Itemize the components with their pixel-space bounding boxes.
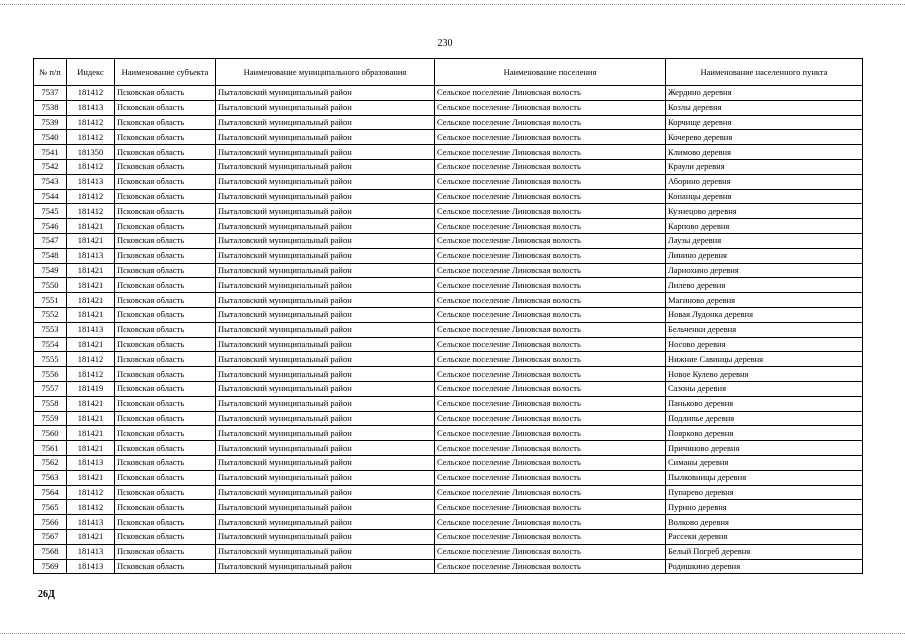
cell-subject: Псковская область xyxy=(115,559,216,574)
cell-locality: Линино деревня xyxy=(666,248,863,263)
cell-subject: Псковская область xyxy=(115,455,216,470)
cell-settlement: Сельское поселение Линовская волость xyxy=(435,470,666,485)
cell-settlement: Сельское поселение Линовская волость xyxy=(435,233,666,248)
cell-settlement: Сельское поселение Линовская волость xyxy=(435,322,666,337)
cell-number: 7568 xyxy=(34,544,67,559)
cell-index: 181421 xyxy=(67,426,115,441)
cell-index: 181421 xyxy=(67,263,115,278)
cell-locality: Пурино деревня xyxy=(666,500,863,515)
cell-subject: Псковская область xyxy=(115,130,216,145)
cell-municipality: Пыталовский муниципальный район xyxy=(216,485,435,500)
cell-number: 7558 xyxy=(34,396,67,411)
cell-municipality: Пыталовский муниципальный район xyxy=(216,293,435,308)
cell-index: 181421 xyxy=(67,307,115,322)
cell-locality: Нижние Савинцы деревня xyxy=(666,352,863,367)
cell-settlement: Сельское поселение Линовская волость xyxy=(435,174,666,189)
cell-municipality: Пыталовский муниципальный район xyxy=(216,367,435,382)
table-row xyxy=(34,145,863,160)
cell-locality: Волково деревня xyxy=(666,515,863,530)
cell-subject: Псковская область xyxy=(115,189,216,204)
table-row xyxy=(34,396,863,411)
cell-municipality: Пыталовский муниципальный район xyxy=(216,307,435,322)
cell-number: 7561 xyxy=(34,441,67,456)
cell-index: 181421 xyxy=(67,337,115,352)
cell-subject: Псковская область xyxy=(115,307,216,322)
table-row xyxy=(34,293,863,308)
cell-index: 181412 xyxy=(67,115,115,130)
cell-municipality: Пыталовский муниципальный район xyxy=(216,559,435,574)
table-row xyxy=(34,455,863,470)
table-row xyxy=(34,189,863,204)
cell-index: 181412 xyxy=(67,204,115,219)
cell-number: 7565 xyxy=(34,500,67,515)
cell-municipality: Пыталовский муниципальный район xyxy=(216,86,435,101)
cell-subject: Псковская область xyxy=(115,322,216,337)
cell-locality: Подлипье деревня xyxy=(666,411,863,426)
cell-locality: Симаны деревня xyxy=(666,455,863,470)
cell-locality: Пупарево деревня xyxy=(666,485,863,500)
cell-locality: Лилево деревня xyxy=(666,278,863,293)
cell-subject: Псковская область xyxy=(115,544,216,559)
cell-locality: Новое Кулево деревня xyxy=(666,367,863,382)
cell-locality: Козлы деревня xyxy=(666,100,863,115)
cell-number: 7551 xyxy=(34,293,67,308)
cell-subject: Псковская область xyxy=(115,115,216,130)
cell-subject: Псковская область xyxy=(115,411,216,426)
cell-municipality: Пыталовский муниципальный район xyxy=(216,455,435,470)
table-row xyxy=(34,544,863,559)
cell-subject: Псковская область xyxy=(115,100,216,115)
cell-number: 7566 xyxy=(34,515,67,530)
table-row xyxy=(34,367,863,382)
cell-settlement: Сельское поселение Линовская волость xyxy=(435,293,666,308)
cell-index: 181412 xyxy=(67,500,115,515)
cell-locality: Рассеки деревня xyxy=(666,529,863,544)
cell-subject: Псковская область xyxy=(115,174,216,189)
table-row xyxy=(34,174,863,189)
cell-subject: Псковская область xyxy=(115,441,216,456)
table-row xyxy=(34,100,863,115)
table-row xyxy=(34,337,863,352)
cell-index: 181413 xyxy=(67,248,115,263)
cell-municipality: Пыталовский муниципальный район xyxy=(216,322,435,337)
cell-index: 181412 xyxy=(67,86,115,101)
localities-table xyxy=(33,58,863,574)
table-row xyxy=(34,159,863,174)
cell-index: 181421 xyxy=(67,411,115,426)
cell-number: 7541 xyxy=(34,145,67,160)
cell-settlement: Сельское поселение Линовская волость xyxy=(435,396,666,411)
cell-locality: Сазоны деревня xyxy=(666,381,863,396)
cell-number: 7563 xyxy=(34,470,67,485)
table-row xyxy=(34,529,863,544)
table-body xyxy=(34,86,863,574)
cell-settlement: Сельское поселение Линовская волость xyxy=(435,544,666,559)
cell-subject: Псковская область xyxy=(115,426,216,441)
cell-settlement: Сельское поселение Линовская волость xyxy=(435,115,666,130)
scan-edge-bottom xyxy=(0,633,905,634)
cell-locality: Копанцы деревня xyxy=(666,189,863,204)
cell-number: 7569 xyxy=(34,559,67,574)
header-settlement: Наименование поселения xyxy=(435,59,666,86)
cell-index: 181421 xyxy=(67,396,115,411)
cell-settlement: Сельское поселение Линовская волость xyxy=(435,411,666,426)
cell-municipality: Пыталовский муниципальный район xyxy=(216,426,435,441)
cell-settlement: Сельское поселение Линовская волость xyxy=(435,145,666,160)
cell-number: 7554 xyxy=(34,337,67,352)
cell-subject: Псковская область xyxy=(115,263,216,278)
cell-settlement: Сельское поселение Линовская волость xyxy=(435,485,666,500)
cell-number: 7546 xyxy=(34,219,67,234)
cell-settlement: Сельское поселение Линовская волость xyxy=(435,515,666,530)
cell-subject: Псковская область xyxy=(115,381,216,396)
cell-number: 7547 xyxy=(34,233,67,248)
cell-municipality: Пыталовский муниципальный район xyxy=(216,145,435,160)
cell-index: 181419 xyxy=(67,381,115,396)
footer-code: 26Д xyxy=(38,589,55,600)
cell-locality: Краули деревня xyxy=(666,159,863,174)
cell-municipality: Пыталовский муниципальный район xyxy=(216,115,435,130)
cell-number: 7553 xyxy=(34,322,67,337)
cell-subject: Псковская область xyxy=(115,337,216,352)
table-row xyxy=(34,426,863,441)
cell-subject: Псковская область xyxy=(115,500,216,515)
cell-number: 7538 xyxy=(34,100,67,115)
cell-municipality: Пыталовский муниципальный район xyxy=(216,544,435,559)
cell-settlement: Сельское поселение Линовская волость xyxy=(435,86,666,101)
cell-settlement: Сельское поселение Линовская волость xyxy=(435,426,666,441)
cell-number: 7559 xyxy=(34,411,67,426)
table-row xyxy=(34,219,863,234)
cell-number: 7556 xyxy=(34,367,67,382)
cell-municipality: Пыталовский муниципальный район xyxy=(216,529,435,544)
cell-locality: Носово деревня xyxy=(666,337,863,352)
cell-municipality: Пыталовский муниципальный район xyxy=(216,233,435,248)
cell-index: 181413 xyxy=(67,455,115,470)
cell-subject: Псковская область xyxy=(115,278,216,293)
cell-subject: Псковская область xyxy=(115,396,216,411)
cell-municipality: Пыталовский муниципальный район xyxy=(216,352,435,367)
cell-settlement: Сельское поселение Линовская волость xyxy=(435,263,666,278)
cell-index: 181412 xyxy=(67,367,115,382)
cell-subject: Псковская область xyxy=(115,145,216,160)
cell-municipality: Пыталовский муниципальный район xyxy=(216,263,435,278)
cell-settlement: Сельское поселение Линовская волость xyxy=(435,248,666,263)
cell-number: 7564 xyxy=(34,485,67,500)
cell-settlement: Сельское поселение Линовская волость xyxy=(435,500,666,515)
cell-index: 181421 xyxy=(67,233,115,248)
cell-locality: Пылковницы деревня xyxy=(666,470,863,485)
cell-municipality: Пыталовский муниципальный район xyxy=(216,159,435,174)
cell-locality: Кочерево деревня xyxy=(666,130,863,145)
table-row xyxy=(34,485,863,500)
cell-municipality: Пыталовский муниципальный район xyxy=(216,219,435,234)
cell-number: 7543 xyxy=(34,174,67,189)
cell-subject: Псковская область xyxy=(115,529,216,544)
cell-settlement: Сельское поселение Линовская волость xyxy=(435,159,666,174)
cell-settlement: Сельское поселение Линовская волость xyxy=(435,307,666,322)
table-row xyxy=(34,86,863,101)
cell-number: 7548 xyxy=(34,248,67,263)
cell-index: 181412 xyxy=(67,352,115,367)
table-row xyxy=(34,204,863,219)
cell-settlement: Сельское поселение Линовская волость xyxy=(435,189,666,204)
cell-subject: Псковская область xyxy=(115,204,216,219)
cell-settlement: Сельское поселение Линовская волость xyxy=(435,204,666,219)
cell-index: 181412 xyxy=(67,159,115,174)
cell-municipality: Пыталовский муниципальный район xyxy=(216,500,435,515)
cell-settlement: Сельское поселение Линовская волость xyxy=(435,130,666,145)
cell-locality: Аборино деревня xyxy=(666,174,863,189)
cell-municipality: Пыталовский муниципальный район xyxy=(216,396,435,411)
cell-number: 7567 xyxy=(34,529,67,544)
cell-number: 7550 xyxy=(34,278,67,293)
scan-edge-top xyxy=(0,4,905,5)
cell-settlement: Сельское поселение Линовская волость xyxy=(435,381,666,396)
table-row xyxy=(34,352,863,367)
table-row xyxy=(34,441,863,456)
table-row xyxy=(34,411,863,426)
cell-number: 7560 xyxy=(34,426,67,441)
cell-subject: Псковская область xyxy=(115,86,216,101)
cell-municipality: Пыталовский муниципальный район xyxy=(216,100,435,115)
table-row xyxy=(34,470,863,485)
table-row xyxy=(34,263,863,278)
cell-locality: Поярково деревня xyxy=(666,426,863,441)
cell-settlement: Сельское поселение Линовская волость xyxy=(435,337,666,352)
cell-locality: Бельченки деревня xyxy=(666,322,863,337)
cell-municipality: Пыталовский муниципальный район xyxy=(216,204,435,219)
cell-locality: Магиново деревня xyxy=(666,293,863,308)
table-row xyxy=(34,278,863,293)
cell-locality: Родишкино деревня xyxy=(666,559,863,574)
cell-municipality: Пыталовский муниципальный район xyxy=(216,441,435,456)
table-row xyxy=(34,381,863,396)
table-row xyxy=(34,233,863,248)
cell-subject: Псковская область xyxy=(115,219,216,234)
cell-settlement: Сельское поселение Линовская волость xyxy=(435,219,666,234)
cell-index: 181413 xyxy=(67,322,115,337)
cell-index: 181413 xyxy=(67,559,115,574)
cell-subject: Псковская область xyxy=(115,352,216,367)
cell-municipality: Пыталовский муниципальный район xyxy=(216,411,435,426)
cell-index: 181421 xyxy=(67,278,115,293)
cell-subject: Псковская область xyxy=(115,367,216,382)
cell-number: 7562 xyxy=(34,455,67,470)
cell-index: 181421 xyxy=(67,441,115,456)
cell-subject: Псковская область xyxy=(115,293,216,308)
cell-subject: Псковская область xyxy=(115,470,216,485)
cell-index: 181412 xyxy=(67,189,115,204)
cell-settlement: Сельское поселение Линовская волость xyxy=(435,559,666,574)
cell-index: 181413 xyxy=(67,174,115,189)
cell-settlement: Сельское поселение Линовская волость xyxy=(435,100,666,115)
cell-locality: Лариохино деревня xyxy=(666,263,863,278)
cell-settlement: Сельское поселение Линовская волость xyxy=(435,529,666,544)
cell-subject: Псковская область xyxy=(115,248,216,263)
cell-settlement: Сельское поселение Линовская волость xyxy=(435,441,666,456)
header-number: № п/п xyxy=(34,59,67,86)
cell-municipality: Пыталовский муниципальный район xyxy=(216,381,435,396)
cell-index: 181421 xyxy=(67,470,115,485)
table-row xyxy=(34,248,863,263)
cell-locality: Жердино деревня xyxy=(666,86,863,101)
cell-index: 181421 xyxy=(67,293,115,308)
cell-number: 7555 xyxy=(34,352,67,367)
cell-municipality: Пыталовский муниципальный район xyxy=(216,130,435,145)
cell-number: 7542 xyxy=(34,159,67,174)
page-number: 230 xyxy=(437,38,453,49)
cell-index: 181412 xyxy=(67,485,115,500)
table-row xyxy=(34,307,863,322)
cell-municipality: Пыталовский муниципальный район xyxy=(216,174,435,189)
cell-municipality: Пыталовский муниципальный район xyxy=(216,248,435,263)
cell-number: 7539 xyxy=(34,115,67,130)
table-row xyxy=(34,115,863,130)
cell-index: 181421 xyxy=(67,529,115,544)
cell-number: 7544 xyxy=(34,189,67,204)
cell-locality: Корчище деревня xyxy=(666,115,863,130)
cell-locality: Карпово деревня xyxy=(666,219,863,234)
header-locality: Наименование населенного пункта xyxy=(666,59,863,86)
cell-index: 181421 xyxy=(67,219,115,234)
table-row xyxy=(34,500,863,515)
cell-subject: Псковская область xyxy=(115,233,216,248)
table-row xyxy=(34,322,863,337)
cell-subject: Псковская область xyxy=(115,485,216,500)
cell-subject: Псковская область xyxy=(115,515,216,530)
cell-number: 7552 xyxy=(34,307,67,322)
table-header-row xyxy=(34,59,863,86)
cell-municipality: Пыталовский муниципальный район xyxy=(216,278,435,293)
cell-subject: Псковская область xyxy=(115,159,216,174)
header-subject: Наименование субъекта xyxy=(115,59,216,86)
cell-settlement: Сельское поселение Линовская волость xyxy=(435,278,666,293)
cell-locality: Кузнецово деревня xyxy=(666,204,863,219)
cell-locality: Причиново деревня xyxy=(666,441,863,456)
table-row xyxy=(34,515,863,530)
header-index: Индекс xyxy=(67,59,115,86)
cell-locality: Белый Погреб деревня xyxy=(666,544,863,559)
cell-index: 181413 xyxy=(67,100,115,115)
cell-index: 181413 xyxy=(67,515,115,530)
table-row xyxy=(34,130,863,145)
cell-settlement: Сельское поселение Линовская волость xyxy=(435,367,666,382)
cell-locality: Паньково деревня xyxy=(666,396,863,411)
header-municipality: Наименование муниципального образования xyxy=(216,59,435,86)
cell-settlement: Сельское поселение Линовская волость xyxy=(435,352,666,367)
cell-index: 181350 xyxy=(67,145,115,160)
table-row xyxy=(34,559,863,574)
cell-number: 7549 xyxy=(34,263,67,278)
cell-index: 181412 xyxy=(67,130,115,145)
cell-municipality: Пыталовский муниципальный район xyxy=(216,337,435,352)
cell-number: 7537 xyxy=(34,86,67,101)
cell-locality: Лаузы деревня xyxy=(666,233,863,248)
cell-index: 181413 xyxy=(67,544,115,559)
cell-settlement: Сельское поселение Линовская волость xyxy=(435,455,666,470)
cell-municipality: Пыталовский муниципальный район xyxy=(216,470,435,485)
cell-number: 7540 xyxy=(34,130,67,145)
cell-locality: Климово деревня xyxy=(666,145,863,160)
cell-locality: Новая Лудонка деревня xyxy=(666,307,863,322)
cell-number: 7557 xyxy=(34,381,67,396)
cell-municipality: Пыталовский муниципальный район xyxy=(216,515,435,530)
cell-municipality: Пыталовский муниципальный район xyxy=(216,189,435,204)
cell-number: 7545 xyxy=(34,204,67,219)
